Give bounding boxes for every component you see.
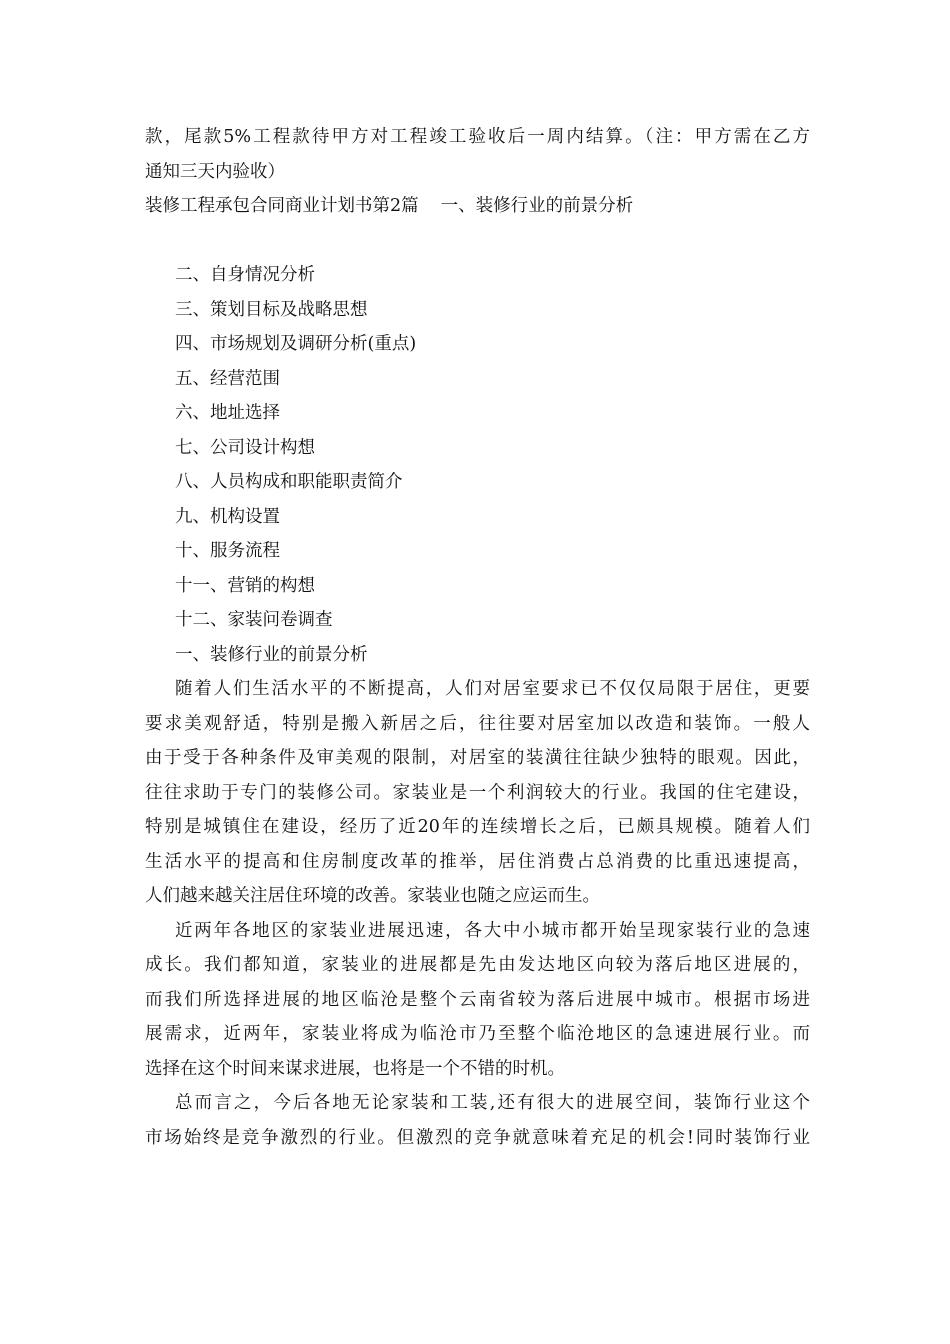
paragraph-line: 总而言之，今后各地无论家装和工装,还有很大的进展空间，装饰行业这个 — [175, 1093, 810, 1113]
paragraph-line: 市场始终是竞争激烈的行业。但激烈的竞争就意味着充足的机会!同时装饰行业 — [145, 1127, 810, 1148]
first-section-title: 一、装修行业的前景分析 — [440, 196, 634, 216]
section-heading-1: 一、装修行业的前景分析 — [175, 644, 368, 665]
toc-item-4: 四、市场规划及调研分析(重点) — [175, 334, 417, 354]
toc-item-8: 八、人员构成和职能职责简介 — [175, 472, 403, 492]
document-title: 装修工程承包合同商业计划书第2篇 — [145, 196, 419, 216]
paragraph-3 — [145, 1086, 810, 1155]
paragraph-line: 生活水平的提高和住房制度改革的推举，居住消费占总消费的比重迅速提高， — [145, 851, 810, 872]
section-heading — [145, 189, 810, 224]
toc-item-11: 十一、营销的构想 — [175, 575, 315, 596]
continuation-line-1: 款，尾款5%工程款待甲方对工程竣工验收后一周内结算。（注：甲方需在乙方 — [145, 127, 810, 147]
paragraph-line: 成长。我们都知道，家装业的进展都是先由发达地区向较为落后地区进展的， — [145, 955, 810, 975]
toc-item-5: 五、经营范围 — [175, 368, 280, 389]
paragraph-line: 要求美观舒适，特别是搬入新居之后，往往要对居室加以改造和装饰。一般人 — [145, 713, 810, 734]
paragraph-line: 往往求助于专门的装修公司。家装业是一个利润较大的行业。我国的住宅建设， — [145, 782, 810, 803]
toc-item-6: 六、地址选择 — [175, 403, 280, 423]
paragraph-line: 而我们所选择进展的地区临沧是整个云南省较为落后进展中城市。根据市场进 — [145, 989, 810, 1010]
paragraph-line: 由于受于各种条件及审美观的限制，对居室的装潢往往缺少独特的眼观。因此， — [145, 748, 810, 768]
paragraph-line: 随着人们生活水平的不断提高，人们对居室要求已不仅仅局限于居住，更要 — [175, 679, 810, 699]
paragraph-1 — [145, 672, 810, 914]
continuation-line-2: 通知三天内验收） — [145, 161, 285, 182]
toc-item-9: 九、机构设置 — [175, 506, 280, 527]
toc-item-7: 七、公司设计构想 — [175, 437, 315, 458]
blank-line — [145, 224, 810, 259]
paragraph-2 — [145, 914, 810, 1087]
paragraph-line: 近两年各地区的家装业进展迅速，各大中小城市都开始呈现家装行业的急速 — [175, 920, 810, 941]
toc-item-10: 十、服务流程 — [175, 541, 280, 561]
paragraph-line: 选择在这个时间来谋求进展，也将是一个不错的时机。 — [145, 1058, 565, 1079]
toc-item-2: 二、自身情况分析 — [175, 265, 315, 285]
paragraph-line: 特别是城镇住在建设，经历了近20年的连续增长之后，已颇具规模。随着人们 — [145, 817, 810, 837]
paragraph-line: 展需求，近两年，家装业将成为临沧市乃至整个临沧地区的急速进展行业。而 — [145, 1024, 810, 1044]
toc-item-12: 十二、家装问卷调查 — [175, 610, 333, 630]
paragraph-line: 人们越来越关注居住环境的改善。家装业也随之应运而生。 — [145, 886, 600, 906]
document-body — [145, 120, 810, 1155]
toc-item-3: 三、策划目标及战略思想 — [175, 299, 368, 320]
